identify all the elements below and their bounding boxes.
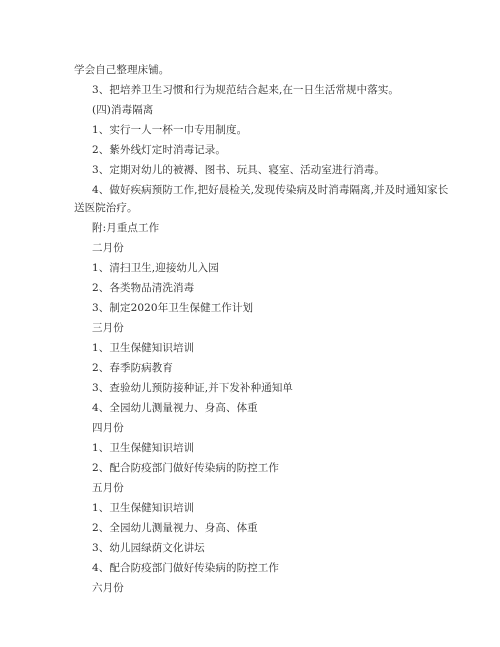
list-item: 3、定期对幼儿的被褥、图书、玩具、寝室、活动室进行消毒。 [92,164,385,176]
section-heading: (四)消毒隔离 [92,104,154,116]
list-item: 3、查验幼儿预防接种证,并下发补种通知单 [92,382,294,394]
list-item: 3、制定2020年卫生保健工作计划 [92,302,254,314]
list-item: 2、各类物品清洗消毒 [92,282,195,294]
list-item: 4、做好疾病预防工作,把好晨检关,发现传染病及时消毒隔离,并及时通知家长 [92,184,449,196]
section-heading: 附:月重点工作 [92,222,160,234]
list-item: 4、配合防疫部门做好传染病的防控工作 [92,562,279,574]
text-line: 3、把培养卫生习惯和行为规范结合起来,在一日生活常规中落实。 [92,84,400,96]
list-item: 2、紫外线灯定时消毒记录。 [92,144,226,156]
list-item: 2、配合防疫部门做好传染病的防控工作 [92,462,279,474]
text-line: 学会自己整理床铺。 [74,64,170,76]
list-item: 2、全园幼儿测量视力、身高、体重 [92,522,258,534]
month-heading: 四月份 [92,422,124,434]
list-item: 4、全园幼儿测量视力、身高、体重 [92,402,258,414]
month-heading: 二月份 [92,242,124,254]
list-item: 2、春季防病教育 [92,362,173,374]
list-item: 1、清扫卫生,迎接幼儿入园 [92,262,219,274]
text-line: 送医院治疗。 [74,202,138,214]
list-item: 1、实行一人一杯一巾专用制度。 [92,124,248,136]
month-heading: 三月份 [92,322,124,334]
list-item: 1、卫生保健知识培训 [92,342,195,354]
month-heading: 六月份 [92,582,124,594]
list-item: 1、卫生保健知识培训 [92,502,195,514]
list-item: 1、卫生保健知识培训 [92,442,195,454]
month-heading: 五月份 [92,482,124,494]
list-item: 3、幼儿园绿荫文化讲坛 [92,542,205,554]
